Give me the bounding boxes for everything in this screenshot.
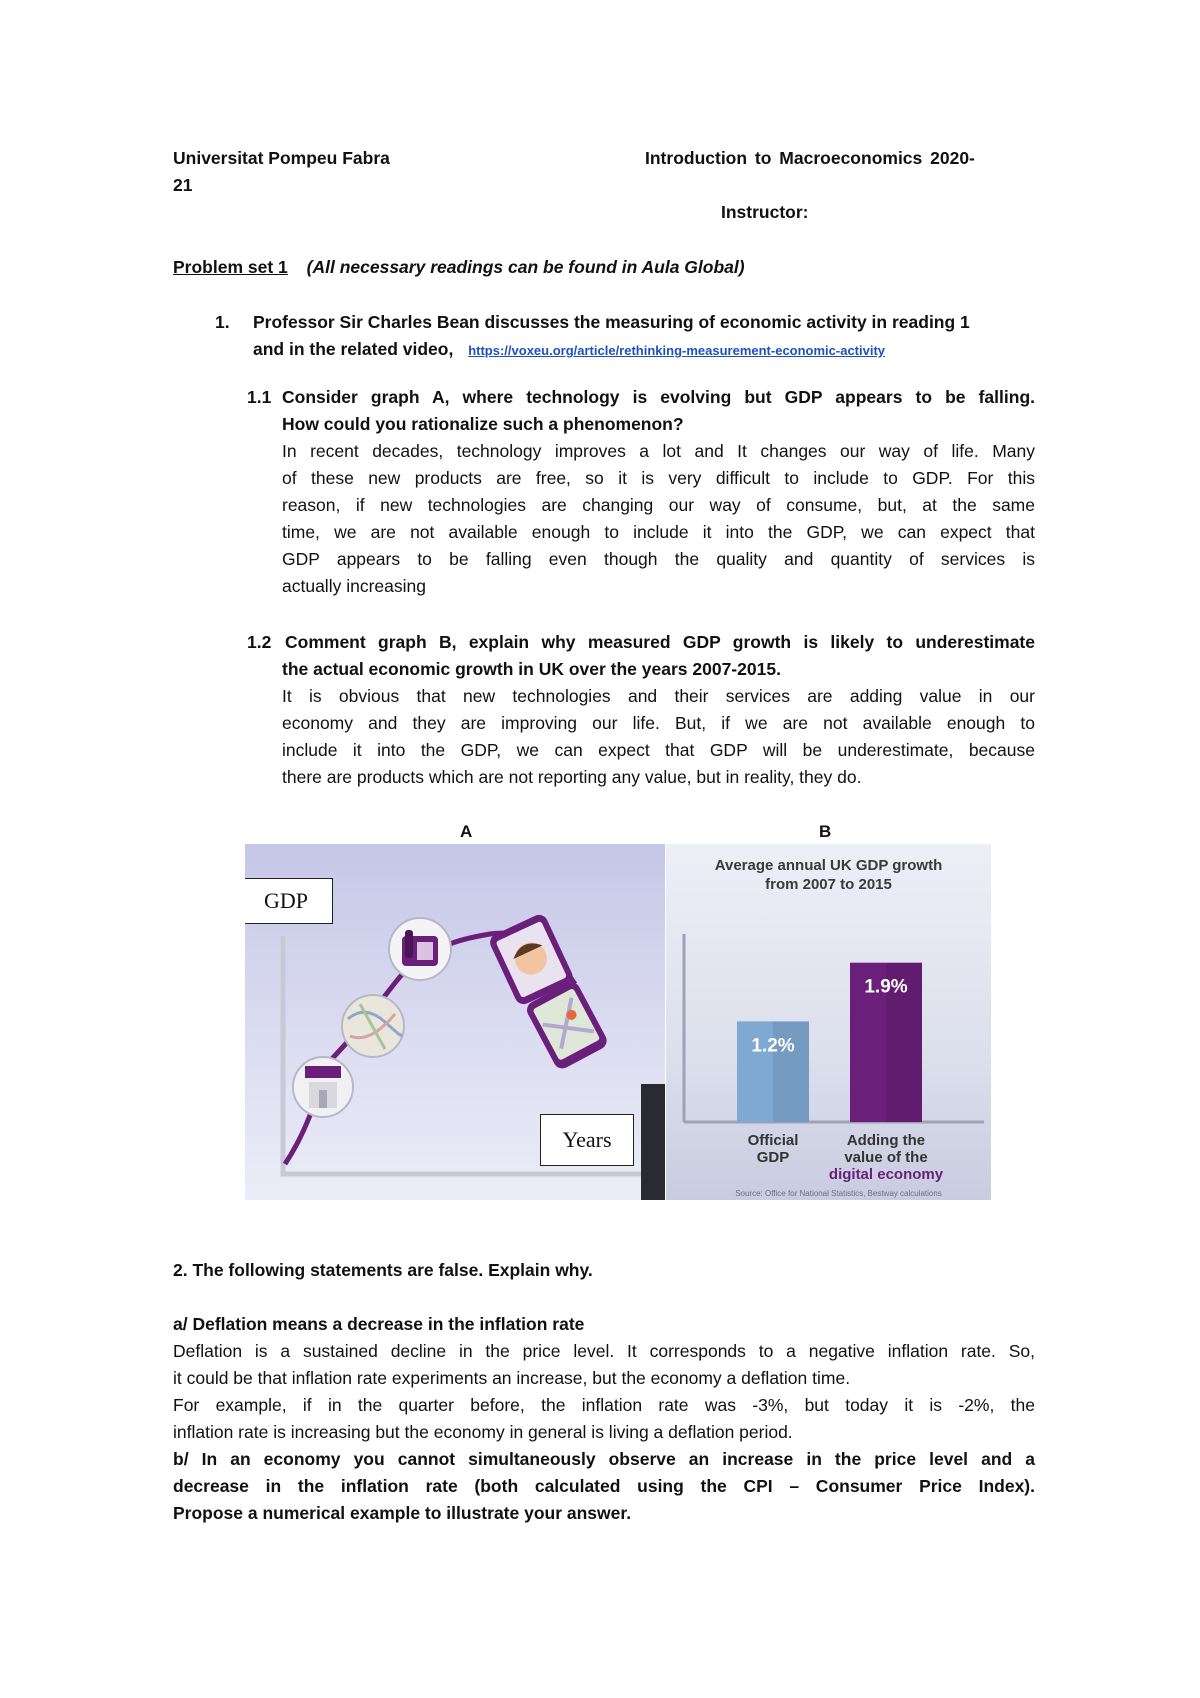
chart-title-line1: Average annual UK GDP growth (714, 857, 943, 874)
answer-line: actually increasing (282, 576, 426, 596)
course-year-wrap: 21 (173, 175, 193, 195)
category-label-line: digital economy (828, 1166, 944, 1183)
answer-line: In recent decades, technology improves a lot and It changes our way of life. Many (282, 441, 1035, 461)
q1-1-question-line1: Consider graph A, where technology is evolving but GDP appears to be falling. (282, 387, 1035, 407)
answer-line: GDP appears to be falling even though the quality and quantity of services is (282, 549, 1035, 569)
q2-title: 2. The following statements are false. Explain why. (173, 1260, 593, 1280)
chart-source-note: Source: Office for National Statistics, Bestway calculations (735, 1189, 942, 1198)
category-label-line: GDP (756, 1149, 790, 1166)
q1-1-answer (282, 438, 1035, 600)
voxeu-link[interactable]: https://voxeu.org/article/rethinking-measurement-economic-activity (468, 343, 886, 358)
answer-line: it could be that inflation rate experiments an increase, but the economy a deflation time. (173, 1368, 851, 1388)
category-label-digital (821, 1132, 951, 1183)
figure-b-gdp-growth-chart (666, 844, 991, 1200)
question-line: Propose a numerical example to illustrate your answer. (173, 1503, 632, 1523)
q1-text-line2-row (253, 336, 885, 364)
q1-number: 1. (215, 312, 230, 332)
figure-a-technology-gdp (245, 844, 665, 1200)
answer-line: inflation rate is increasing but the economy in general is living a deflation period. (173, 1422, 793, 1442)
problem-set-title: Problem set 1 (173, 257, 288, 277)
telephone-icon (389, 918, 451, 980)
answer-line: time, we are not available enough to include it into the GDP, we can expect that (282, 522, 1035, 542)
years-axis-label: Years (540, 1114, 634, 1166)
q2a-answer (173, 1338, 1035, 1446)
q1-text-line1: Professor Sir Charles Bean discusses the measuring of economic activity in reading 1 (253, 312, 970, 332)
q2a-title: a/ Deflation means a decrease in the inflation rate (173, 1314, 585, 1334)
q1-2-question-line2: the actual economic growth in UK over the years 2007-2015. (282, 659, 781, 679)
figure-a-edge (641, 1084, 665, 1200)
instructor-label: Instructor: (721, 202, 809, 222)
storefront-icon (293, 1057, 353, 1117)
question-line: decrease in the inflation rate (both calculated using the CPI – Consumer Price Index). (173, 1476, 1035, 1496)
bar-value-label: 1.2% (751, 1035, 795, 1057)
problem-set-heading (173, 254, 745, 281)
answer-line: economy and they are improving our life. But, if we are not available enough to (282, 713, 1035, 733)
gdp-axis-label: GDP (245, 878, 333, 924)
answer-line: of these new products are free, so it is very difficult to include to GDP. For this (282, 468, 1035, 488)
figure-b-label: B (819, 822, 832, 841)
category-label-line: Official (747, 1132, 799, 1149)
q1-2-number: 1.2 (247, 632, 272, 652)
map-icon (342, 995, 404, 1057)
answer-line: It is obvious that new technologies and their services are adding value in our (282, 686, 1035, 706)
q1-text-line2: and in the related video, (253, 339, 454, 359)
problem-set-subtitle: (All necessary readings can be found in Aula Global) (306, 257, 745, 277)
chart-title-line2: from 2007 to 2015 (765, 876, 892, 893)
bar-value-label: 1.9% (864, 976, 908, 998)
answer-line: include it into the GDP, we can expect that GDP will be underestimate, because (282, 740, 1035, 760)
category-label-official (728, 1132, 818, 1166)
q1-1-number: 1.1 (247, 387, 272, 407)
q1-2-question-line1: Comment graph B, explain why measured GDP growth is likely to underestimate (285, 632, 1035, 652)
course-title: Introduction to Macroeconomics 2020- (645, 148, 975, 168)
category-label-line: value of the (844, 1149, 928, 1166)
q1-2-answer (282, 683, 1035, 791)
answer-line: there are products which are not reporting any value, but in reality, they do. (282, 767, 862, 787)
q1-1-question-line2: How could you rationalize such a phenomenon? (282, 414, 684, 434)
answer-line: Deflation is a sustained decline in the price level. It corresponds to a negative inflation rate. So, (173, 1341, 1035, 1361)
question-line: b/ In an economy you cannot simultaneously observe an increase in the price level and a (173, 1449, 1035, 1469)
category-label-line: Adding the (846, 1132, 926, 1149)
answer-line: For example, if in the quarter before, the inflation rate was -3%, but today it is -2%, the (173, 1395, 1035, 1415)
answer-line: reason, if new technologies are changing our way of consume, but, at the same (282, 495, 1035, 515)
q2b-question (173, 1446, 1035, 1527)
figure-a-label: A (460, 822, 473, 841)
university-name: Universitat Pompeu Fabra (173, 148, 390, 168)
